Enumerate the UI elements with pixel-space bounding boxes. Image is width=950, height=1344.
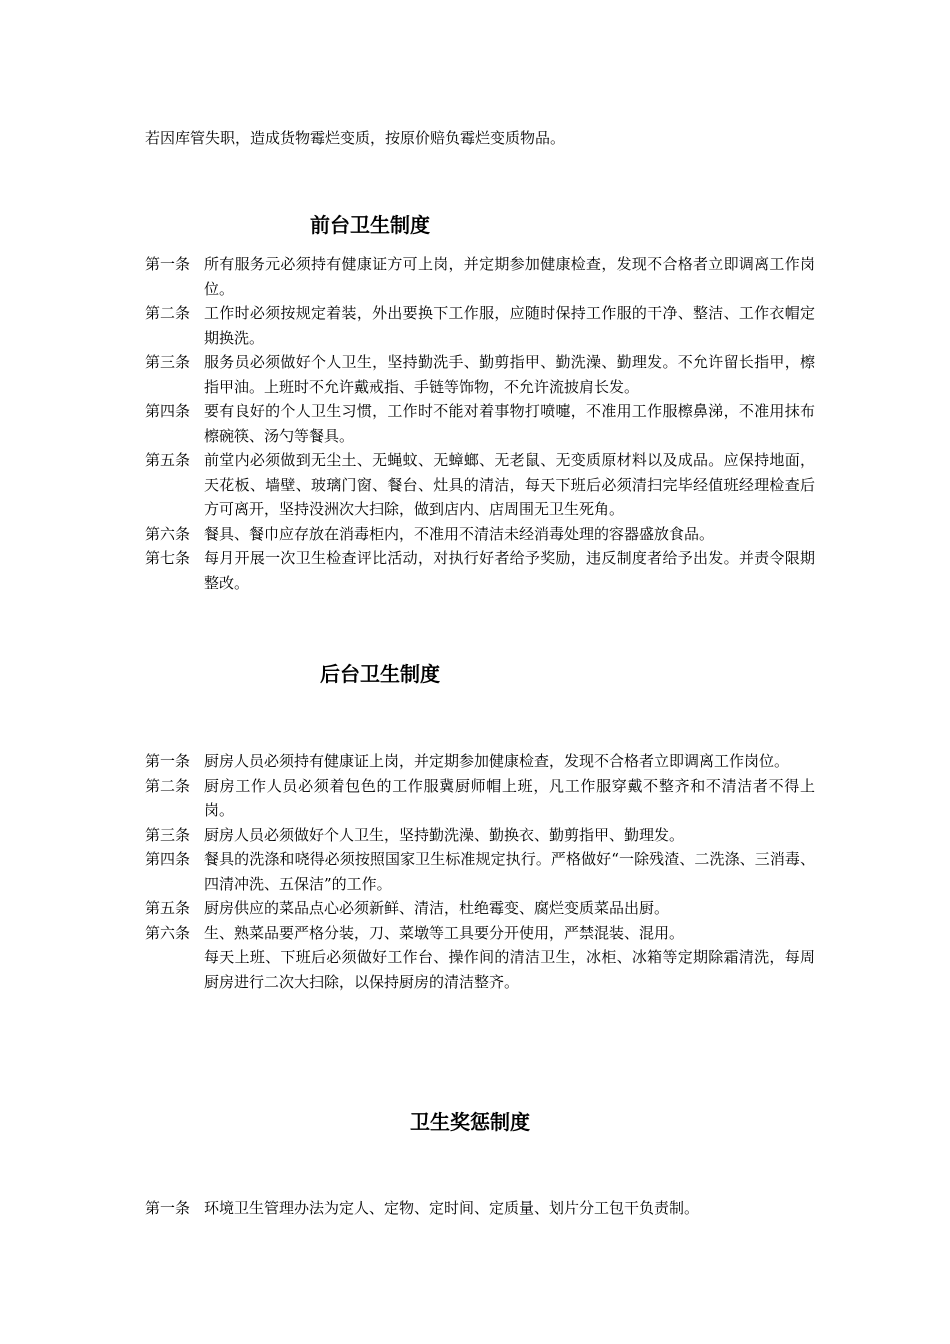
article-label: 第七条: [145, 549, 191, 567]
article: [145, 546, 815, 595]
article-text: 厨房人员必须做好个人卫生，坚持勤洗澡、勤换衣、勤剪指甲、勤理发。: [204, 825, 685, 844]
section-title-back-hygiene: 后台卫生制度: [320, 662, 440, 686]
article: [145, 522, 815, 547]
article-label: 第五条: [145, 451, 191, 469]
article: [145, 350, 815, 399]
article-text: 服务员必须做好个人卫生，坚持勤洗手、勤剪指甲、勤洗澡、勤理发。不允许留长指甲，檫指甲油。上班时不允许戴戒指、手链等饰物，不允许流披肩长发。: [204, 353, 815, 396]
article: [145, 823, 815, 848]
article-text: 工作时必须按规定着装，外出要换下工作服，应随时保持工作服的干净、整洁、工作衣帽定期换洗。: [204, 304, 815, 347]
article-label: 第二条: [145, 776, 191, 795]
article: [145, 301, 815, 350]
article-label: 第六条: [145, 524, 191, 543]
article-text: 每月开展一次卫生检查评比活动，对执行好者给予奖励，违反制度者给予出发。并责令限期整改。: [204, 549, 815, 592]
article-label: 第五条: [145, 899, 191, 917]
article: [145, 847, 815, 896]
article-continuation: 每天上班、下班后必须做好工作台、操作间的清洁卫生，冰柜、冰箱等定期除霜清洗，每周厨房进行二次大扫除，以保持厨房的清洁整齐。: [204, 948, 815, 991]
article: [145, 448, 815, 522]
article: [145, 749, 815, 774]
article-text: 餐具的洗涤和哓得必须按照国家卫生标准规定执行。严格做好“一除残渣、二洗涤、三消毒、四清冲洗、五保洁”的工作。: [204, 850, 815, 893]
article-label: 第一条: [145, 1199, 191, 1217]
section-title-front-hygiene: 前台卫生制度: [310, 213, 430, 237]
article: [145, 252, 815, 301]
article: [145, 399, 815, 448]
article-label: 第三条: [145, 353, 191, 371]
article-label: 第六条: [145, 923, 191, 942]
article: [145, 921, 815, 946]
front-hygiene-articles: [145, 252, 815, 595]
article: [145, 1196, 815, 1221]
article-text: 生、熟菜品要严格分装，刀、菜墩等工具要分开使用，严禁混装、混用。: [204, 923, 685, 942]
article-label: 第一条: [145, 255, 191, 273]
intro-paragraph: 若因库管失职，造成货物霉烂变质，按原价赔负霉烂变质物品。: [145, 129, 566, 147]
reward-penalty-articles: [145, 1196, 815, 1221]
article-text: 环境卫生管理办法为定人、定物、定时间、定质量、划片分工包干负责制。: [204, 1199, 700, 1217]
section-title-reward-penalty: 卫生奖惩制度: [410, 1110, 530, 1134]
article-text: 厨房工作人员必须着包色的工作服冀厨师帽上班，凡工作服穿戴不整齐和不清洁者不得上岗。: [204, 776, 815, 819]
article-text: 厨房人员必须持有健康证上岗，并定期参加健康检查，发现不合格者立即调离工作岗位。: [204, 752, 790, 770]
article-text: 前堂内必须做到无尘土、无蝇蚊、无蟑螂、无老鼠、无变质原材料以及成品。应保持地面，天花板、墙壁、玻璃门窗、餐台、灶具的清洁，每天下班后必须清扫完毕经值班经理检查后方可离开，坚持没洲次大扫除，做到店内、店周围无卫生死角。: [204, 451, 815, 518]
article-text: 要有良好的个人卫生习惯，工作时不能对着事物打喷嚏，不准用工作服檫鼻涕，不准用抹布檫碗筷、汤勺等餐具。: [204, 402, 815, 445]
article-text: 餐具、餐巾应存放在消毒柜内，不准用不清洁未经消毒处理的容器盛放食品。: [204, 524, 715, 543]
article-label: 第二条: [145, 304, 191, 322]
article-label: 第四条: [145, 402, 191, 420]
article-text: 所有服务元必须持有健康证方可上岗，并定期参加健康检查，发现不合格者立即调离工作岗位。: [204, 255, 815, 298]
article-label: 第四条: [145, 850, 191, 868]
article-label: 第三条: [145, 825, 191, 844]
article: [145, 896, 815, 921]
article: [145, 774, 815, 823]
back-hygiene-articles: [145, 749, 815, 994]
article-label: 第一条: [145, 752, 191, 770]
article-text: 厨房供应的菜品点心必须新鲜、清洁，杜绝霉变、腐烂变质菜品出厨。: [204, 899, 670, 917]
